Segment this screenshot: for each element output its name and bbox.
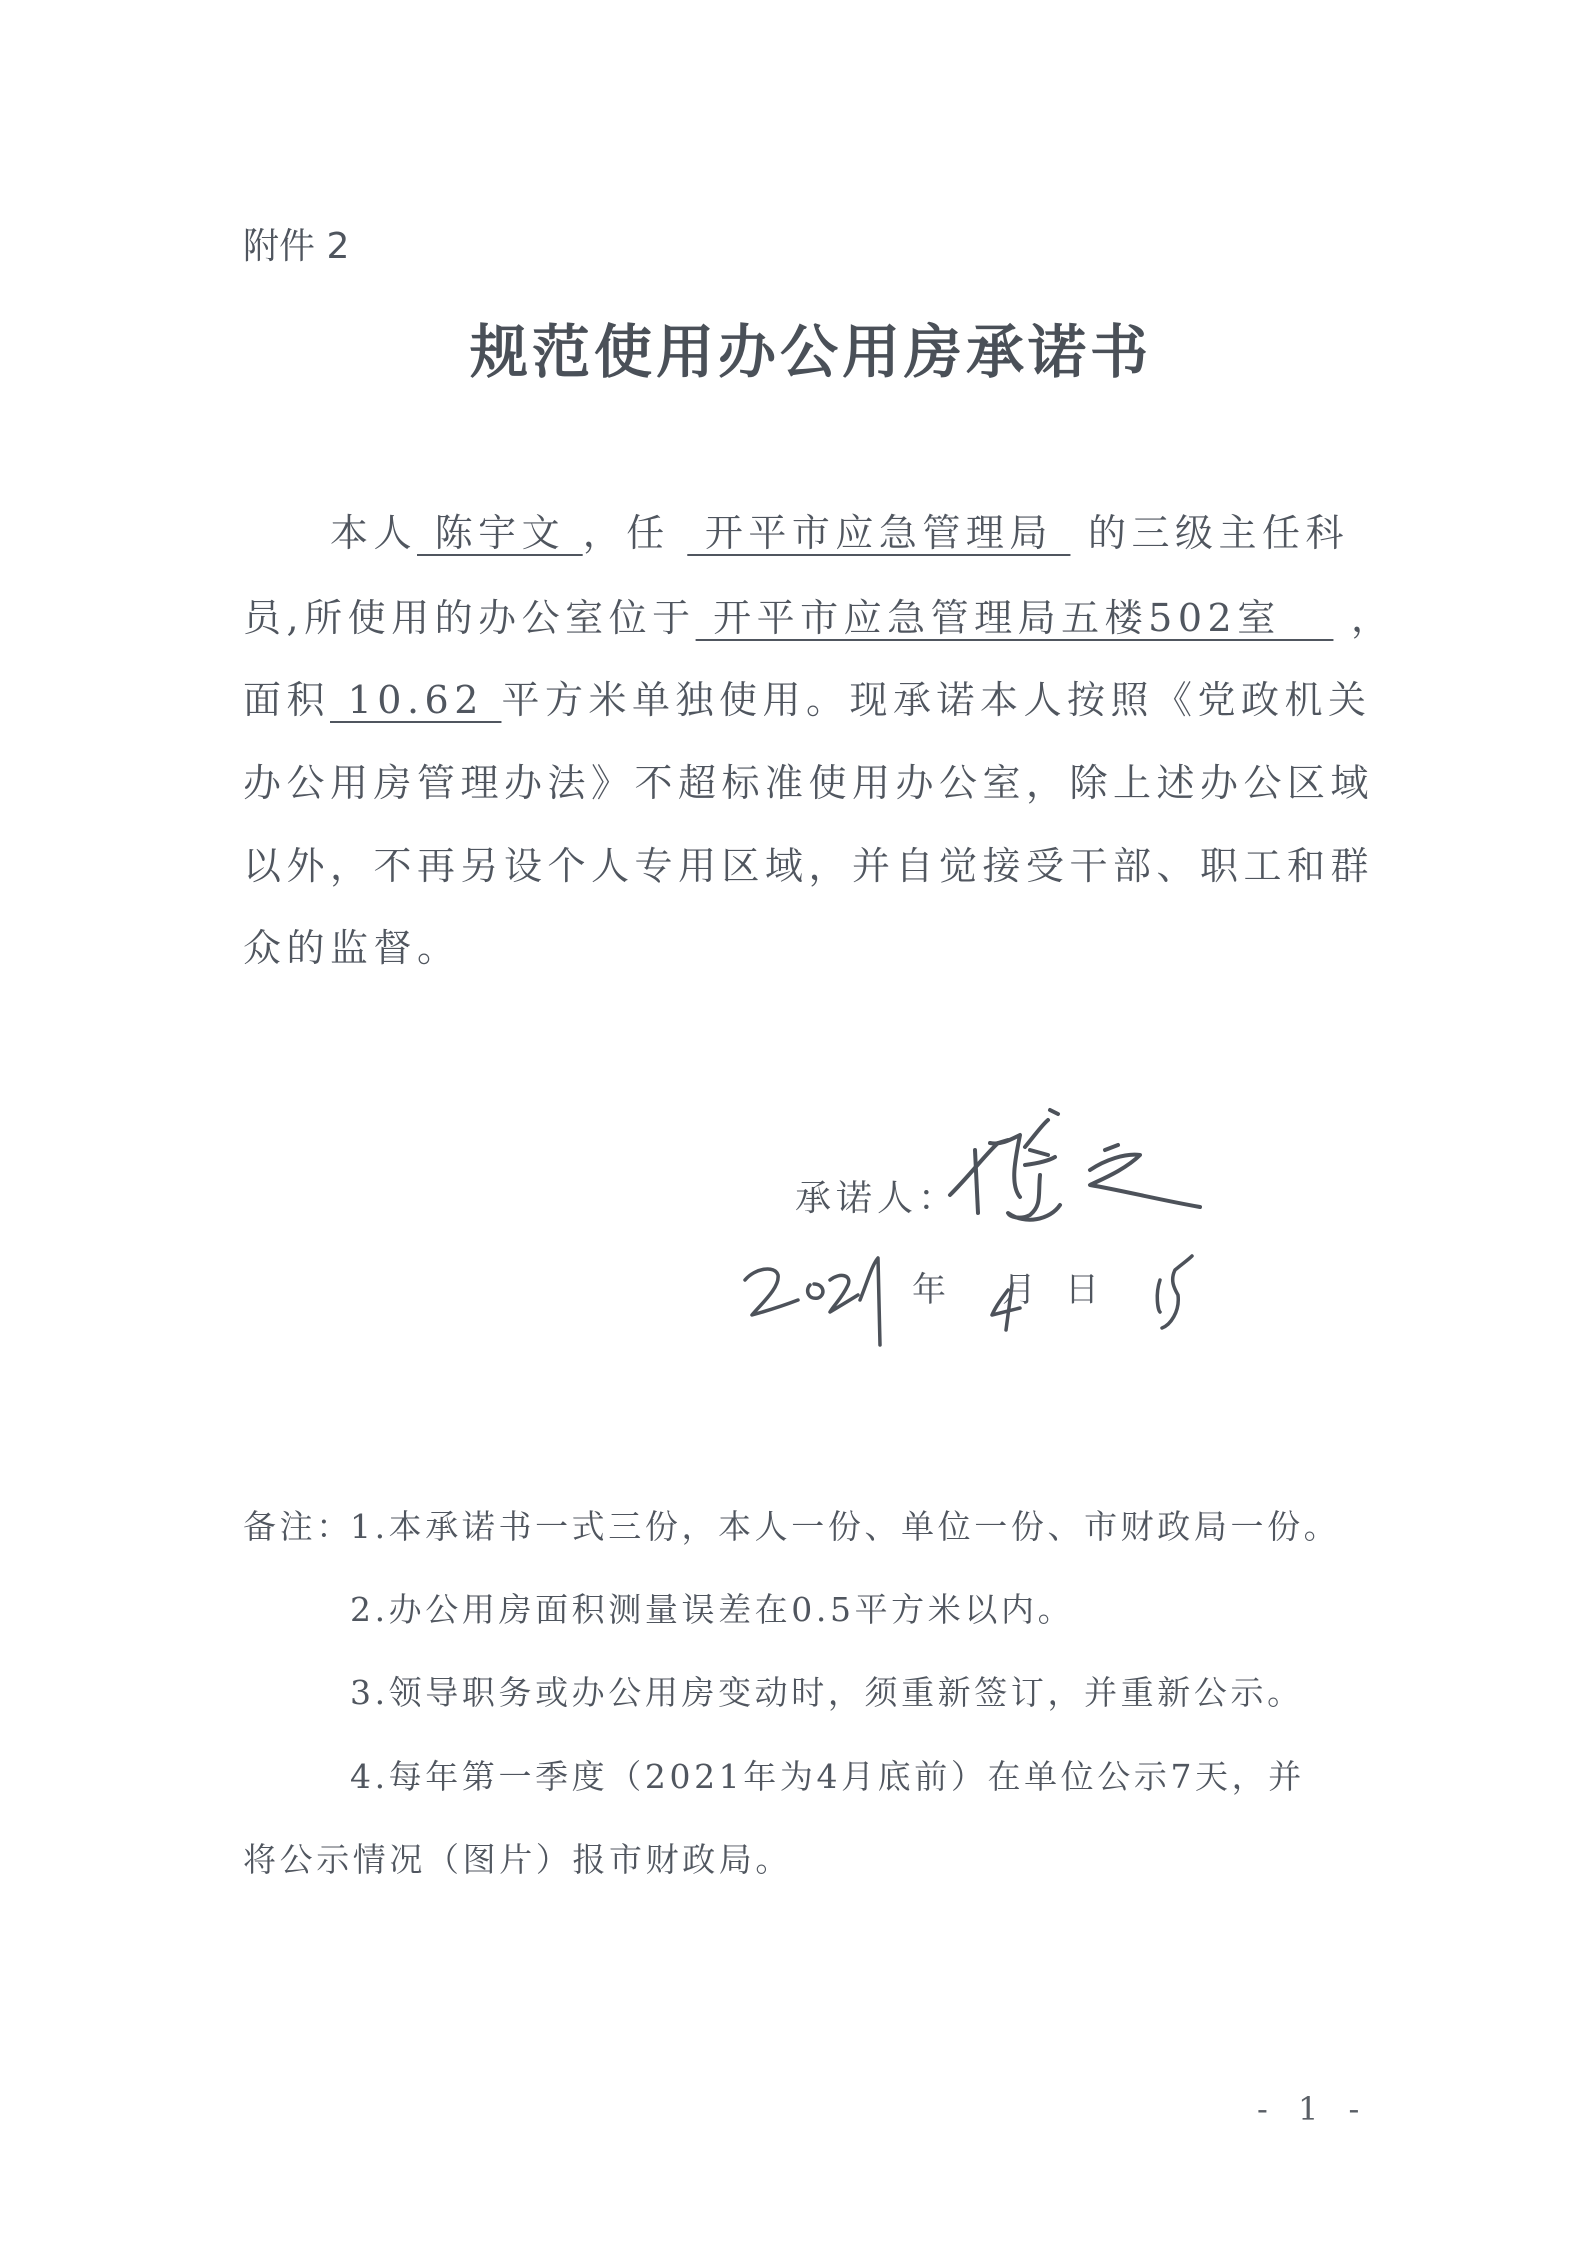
text-mid: ，任 (582, 511, 688, 555)
year-char: 年 (912, 1270, 946, 1310)
body-line-6: 众的监督。 (243, 926, 461, 970)
text-suffix: 的三级主任科 (1070, 511, 1350, 555)
body-line-3 (243, 670, 1371, 730)
text-suffix: ， (1333, 596, 1395, 640)
signer-label: 承诺人： (795, 1178, 960, 1219)
unit-field: 开平市应急管理局 (687, 511, 1071, 555)
attachment-label: 附件 2 (243, 226, 350, 267)
text-suffix: 平方米单独使用。现承诺本人按照《党政机关 (501, 678, 1372, 722)
text-prefix: 员,所使用的办公室位于 (243, 596, 696, 640)
body-line-2 (243, 588, 1395, 648)
note-item-4: 4.每年第一季度（2021年为4月底前）在单位公示7天，并 (350, 1757, 1305, 1796)
document-title: 规范使用办公用房承诺书 (470, 318, 1153, 386)
body-line-4: 办公用房管理办法》不超标准使用办公室，除上述办公区域 (243, 761, 1375, 805)
day-char: 日 (1065, 1270, 1099, 1310)
body-line-5: 以外，不再另设个人专用区域，并自觉接受干部、职工和群 (243, 844, 1375, 888)
handwritten-signature (930, 1105, 1250, 1255)
note-item-1: 1.本承诺书一式三份，本人一份、单位一份、市财政局一份。 (350, 1507, 1341, 1546)
month-char: 月 (1002, 1270, 1036, 1310)
name-field: 陈宇文 (417, 511, 583, 555)
office-location-field: 开平市应急管理局五楼502室 (695, 596, 1334, 640)
note-item-3: 3.领导职务或办公用房变动时，须重新签订，并重新公示。 (350, 1673, 1304, 1712)
note-item-2: 2.办公用房面积测量误差在0.5平方米以内。 (350, 1590, 1075, 1629)
handwritten-date (730, 1240, 1250, 1350)
area-field: 10.62 (330, 678, 502, 722)
note-item-4-continuation: 将公示情况（图片）报市财政局。 (243, 1840, 792, 1879)
notes-label: 备注： (243, 1507, 353, 1546)
page-number: - 1 - (1257, 2090, 1370, 2128)
text-prefix: 本人 (330, 511, 418, 555)
body-line-1 (330, 503, 1349, 563)
text-prefix: 面积 (243, 678, 331, 722)
